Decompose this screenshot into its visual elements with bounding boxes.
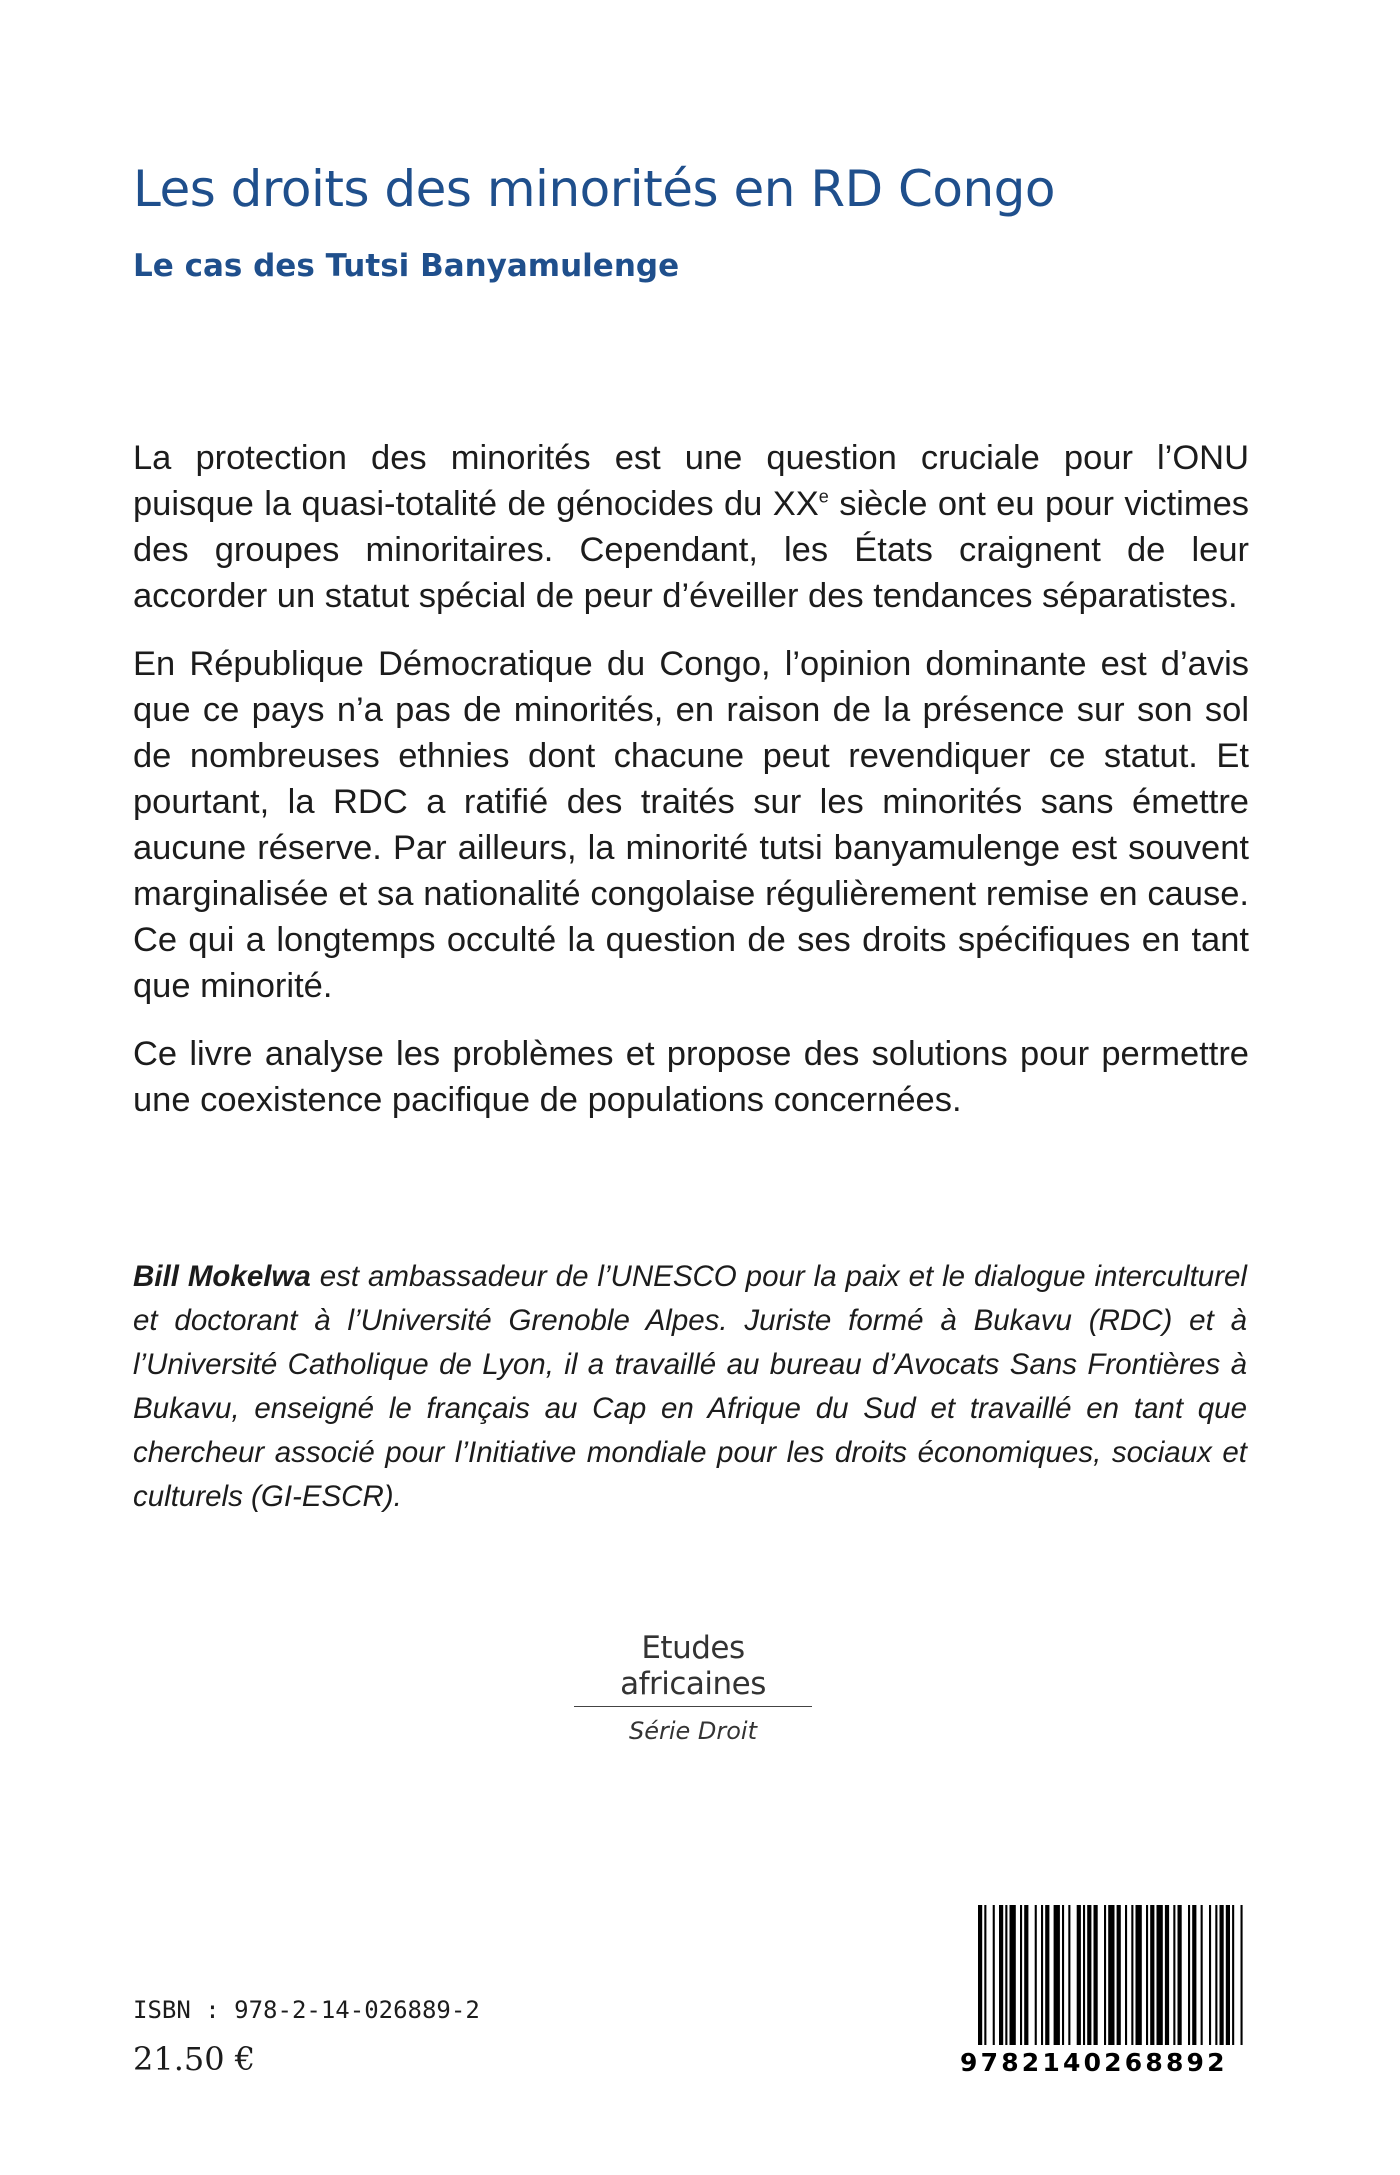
barcode-icon <box>960 1905 1250 2055</box>
barcode-bar <box>1215 1905 1217 2045</box>
author-bio: Bill Mokelwa est ambassadeur de l’UNESCO pour la paix et le dialogue interculturel et doctorant à l’Université Grenoble Alpes. Juriste formé à Bukavu (RDC) et à l’Université Catholique de Lyon, il a travaillé au bureau d’Avocats Sans Frontières à Bukavu, enseigné le français au Cap en Afrique du Sud et travaillé en tant que chercheur associé pour l’Initiative mondiale pour les droits économiques, sociaux et culturels (GI-ESCR). <box>133 1260 1247 1513</box>
blurb-paragraph-2: En République Démocratique du Congo, l’opinion dominante est d’avis que ce pays n’a pas de minorités, en raison de la présence sur son sol de nombreuses ethnies dont chacune peut revendiquer ce statut. Et pourtant, la RDC a ratifié des traités sur les minorités sans émettre aucune réserve. Par ailleurs, la minorité tutsi banyamulenge est souvent marginalisée et sa nationalité congolaise régulièrement remise en cause. Ce qui a longtemps occulté la question de ses droits spécifiques en tant que minorité. <box>133 645 1249 1005</box>
barcode-bar <box>1104 1905 1106 2045</box>
barcode-bar <box>1157 1905 1163 2045</box>
barcode-bar <box>1146 1905 1148 2045</box>
barcode-bar <box>1125 1905 1127 2045</box>
barcode-bar <box>1136 1905 1142 2045</box>
barcode-bar <box>1232 1905 1234 2045</box>
barcode-bar <box>1041 1905 1043 2045</box>
barcode-bar <box>1062 1905 1064 2045</box>
barcode-digits: 9782140268892 <box>960 2048 1228 2077</box>
barcode-bar <box>984 1905 986 2045</box>
series-subseries: Série Droit <box>628 1717 758 1745</box>
barcode-bar <box>1094 1905 1098 2045</box>
barcode-bar <box>1087 1905 1091 2045</box>
isbn: ISBN : 978-2-14-026889-2 <box>133 1996 480 2024</box>
blurb <box>133 435 1249 1145</box>
barcode-bar <box>1077 1905 1081 2045</box>
barcode-bar <box>1192 1905 1196 2045</box>
barcode-bar <box>1165 1905 1169 2045</box>
barcode-bar <box>1054 1905 1060 2045</box>
barcode-bar <box>1150 1905 1154 2045</box>
barcode-bar <box>1188 1905 1190 2045</box>
barcode-bar <box>1131 1905 1133 2045</box>
price: 21.50 € <box>133 2040 256 2078</box>
barcode-bar <box>1035 1905 1037 2045</box>
barcode-bar <box>1083 1905 1085 2045</box>
barcode-bar <box>993 1905 995 2045</box>
barcode-bar <box>1005 1905 1007 2045</box>
blurb-paragraph-3: Ce livre analyse les problèmes et propose des solutions pour permettre une coexistence pacifique de populations concernées. <box>133 1035 1249 1119</box>
barcode-bar <box>1108 1905 1114 2045</box>
barcode-bar <box>1010 1905 1016 2045</box>
barcode-bar <box>1024 1905 1028 2045</box>
series-logo <box>574 1630 812 1745</box>
barcode-bar <box>1220 1905 1224 2045</box>
barcode-bar <box>1241 1905 1243 2045</box>
barcode-bar <box>1068 1905 1070 2045</box>
barcode-bar <box>999 1905 1003 2045</box>
barcode-bar <box>1226 1905 1230 2045</box>
barcode-bar <box>1173 1905 1175 2045</box>
series-name: Etudes africaines <box>574 1630 812 1707</box>
blurb-paragraph-1: La protection des minorités est une question cruciale pour l’ONU puisque la quasi-totalité de génocides du XXe siècle ont eu pour victimes des groupes minoritaires. Cependant, les États craignent de leur accorder un statut spécial de peur d’éveiller des tendances séparatistes. <box>133 439 1250 615</box>
barcode-bar <box>1045 1905 1049 2045</box>
barcode-bar <box>1117 1905 1121 2045</box>
book-title: Les droits des minorités en RD Congo <box>133 160 1055 218</box>
barcode-bar <box>978 1905 982 2045</box>
barcode-bar <box>1178 1905 1182 2045</box>
barcode-bar <box>1201 1905 1203 2045</box>
author-name: Bill Mokelwa <box>133 1260 311 1293</box>
barcode-bar <box>1020 1905 1022 2045</box>
book-subtitle: Le cas des Tutsi Banyamulenge <box>133 248 680 284</box>
barcode-bar <box>1209 1905 1211 2045</box>
